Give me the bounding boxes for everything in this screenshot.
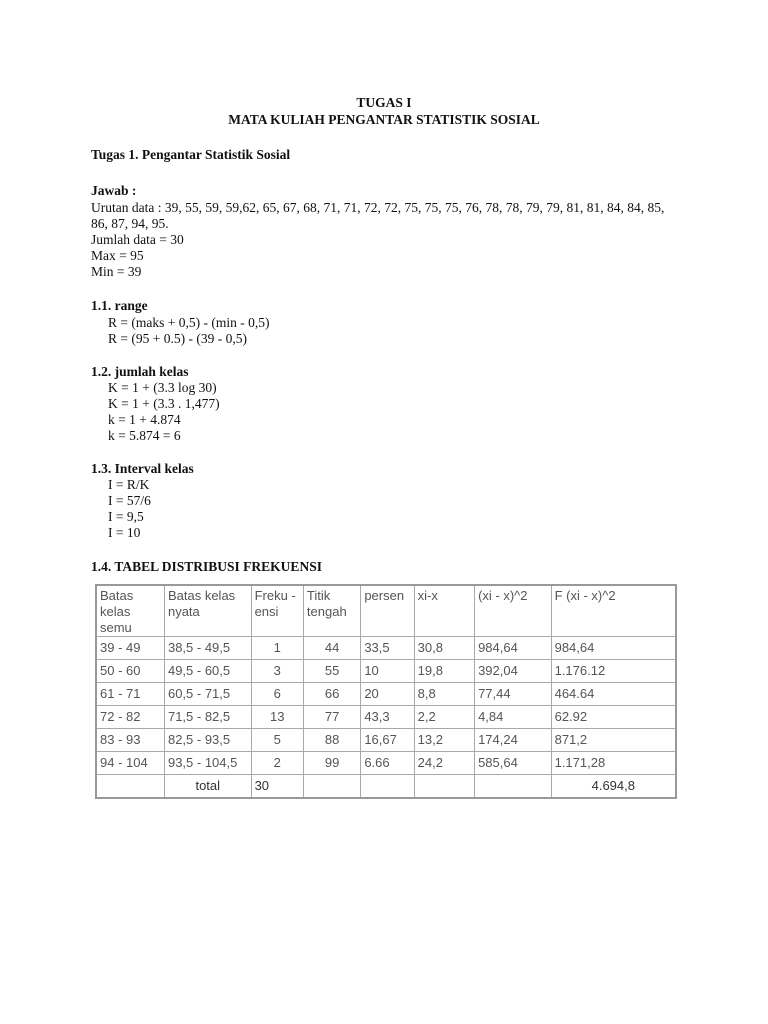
cell-persen: 16,67 bbox=[361, 729, 414, 752]
cell-semu: 94 - 104 bbox=[96, 752, 164, 775]
cell-empty bbox=[414, 775, 474, 799]
cell-dev-sq: 4,84 bbox=[475, 706, 552, 729]
cell-dev-sq: 392,04 bbox=[475, 660, 552, 683]
cell-mid: 55 bbox=[303, 660, 360, 683]
cell-freq: 3 bbox=[251, 660, 303, 683]
classes-line: k = 1 + 4.874 bbox=[108, 412, 181, 427]
cell-nyata: 38,5 - 49,5 bbox=[164, 637, 251, 660]
cell-empty bbox=[475, 775, 552, 799]
cell-f-dev-sq: 1.176.12 bbox=[551, 660, 676, 683]
cell-persen: 43,3 bbox=[361, 706, 414, 729]
table-row bbox=[96, 660, 676, 683]
total-value: 4.694,8 bbox=[551, 775, 676, 799]
cell-mid: 66 bbox=[303, 683, 360, 706]
interval-line: I = 9,5 bbox=[108, 509, 144, 524]
cell-semu: 61 - 71 bbox=[96, 683, 164, 706]
cell-nyata: 71,5 - 82,5 bbox=[164, 706, 251, 729]
cell-persen: 6.66 bbox=[361, 752, 414, 775]
cell-semu: 83 - 93 bbox=[96, 729, 164, 752]
total-label: total bbox=[164, 775, 251, 799]
cell-f-dev-sq: 62.92 bbox=[551, 706, 676, 729]
header-batas-semu: Batas kelas semu bbox=[96, 585, 164, 637]
cell-nyata: 93,5 - 104,5 bbox=[164, 752, 251, 775]
table-row bbox=[96, 706, 676, 729]
data-max: Max = 95 bbox=[91, 248, 144, 263]
interval-line: I = 10 bbox=[108, 525, 141, 540]
cell-dev: 19,8 bbox=[414, 660, 474, 683]
table-row bbox=[96, 752, 676, 775]
cell-f-dev-sq: 984,64 bbox=[551, 637, 676, 660]
cell-freq: 13 bbox=[251, 706, 303, 729]
classes-heading: 1.2. jumlah kelas bbox=[91, 364, 189, 379]
cell-mid: 44 bbox=[303, 637, 360, 660]
cell-empty bbox=[361, 775, 414, 799]
table-row bbox=[96, 729, 676, 752]
interval-line: I = 57/6 bbox=[108, 493, 151, 508]
frequency-table bbox=[95, 584, 677, 799]
cell-freq: 2 bbox=[251, 752, 303, 775]
doc-subtitle: MATA KULIAH PENGANTAR STATISTIK SOSIAL bbox=[228, 112, 540, 127]
answer-label: Jawab : bbox=[91, 183, 137, 198]
cell-empty bbox=[96, 775, 164, 799]
interval-line: I = R/K bbox=[108, 477, 150, 492]
task-heading: Tugas 1. Pengantar Statistik Sosial bbox=[91, 147, 291, 162]
data-order-line-1: Urutan data : 39, 55, 59, 59,62, 65, 67, 68, 71, 71, 72, 72, 75, 75, 75, 76, 78, 78, 79, 79, 81, 81, 84, 84, 85, bbox=[91, 200, 665, 215]
interval-heading: 1.3. Interval kelas bbox=[91, 461, 194, 476]
cell-dev-sq: 174,24 bbox=[475, 729, 552, 752]
header-persen: persen bbox=[361, 585, 414, 637]
cell-dev: 13,2 bbox=[414, 729, 474, 752]
cell-dev-sq: 984,64 bbox=[475, 637, 552, 660]
data-order-line-2: 86, 87, 94, 95. bbox=[91, 216, 169, 231]
cell-dev: 2,2 bbox=[414, 706, 474, 729]
cell-f-dev-sq: 871,2 bbox=[551, 729, 676, 752]
header-titik-tengah: Titik tengah bbox=[303, 585, 360, 637]
header-xi-x-squared: (xi - x)^2 bbox=[475, 585, 552, 637]
data-count: Jumlah data = 30 bbox=[91, 232, 184, 247]
cell-semu: 50 - 60 bbox=[96, 660, 164, 683]
table-header-row bbox=[96, 585, 676, 637]
cell-empty bbox=[303, 775, 360, 799]
cell-dev: 30,8 bbox=[414, 637, 474, 660]
cell-freq: 5 bbox=[251, 729, 303, 752]
header-f-xi-x-squared: F (xi - x)^2 bbox=[551, 585, 676, 637]
total-frequency: 30 bbox=[251, 775, 303, 799]
classes-line: K = 1 + (3.3 . 1,477) bbox=[108, 396, 220, 411]
total-row bbox=[96, 775, 676, 799]
cell-freq: 6 bbox=[251, 683, 303, 706]
cell-semu: 39 - 49 bbox=[96, 637, 164, 660]
data-min: Min = 39 bbox=[91, 264, 142, 279]
cell-mid: 77 bbox=[303, 706, 360, 729]
cell-dev: 24,2 bbox=[414, 752, 474, 775]
cell-dev-sq: 585,64 bbox=[475, 752, 552, 775]
classes-line: k = 5.874 = 6 bbox=[108, 428, 181, 443]
cell-f-dev-sq: 1.171,28 bbox=[551, 752, 676, 775]
cell-dev-sq: 77,44 bbox=[475, 683, 552, 706]
cell-nyata: 60,5 - 71,5 bbox=[164, 683, 251, 706]
cell-mid: 99 bbox=[303, 752, 360, 775]
range-line: R = (95 + 0.5) - (39 - 0,5) bbox=[108, 331, 247, 346]
header-frekuensi: Freku -ensi bbox=[251, 585, 303, 637]
range-heading: 1.1. range bbox=[91, 298, 148, 313]
cell-persen: 10 bbox=[361, 660, 414, 683]
classes-line: K = 1 + (3.3 log 30) bbox=[108, 380, 217, 395]
cell-mid: 88 bbox=[303, 729, 360, 752]
table-heading: 1.4. TABEL DISTRIBUSI FREKUENSI bbox=[91, 559, 322, 574]
range-line: R = (maks + 0,5) - (min - 0,5) bbox=[108, 315, 270, 330]
doc-title: TUGAS I bbox=[356, 95, 412, 110]
table-row bbox=[96, 637, 676, 660]
cell-persen: 33,5 bbox=[361, 637, 414, 660]
cell-nyata: 49,5 - 60,5 bbox=[164, 660, 251, 683]
header-batas-nyata: Batas kelas nyata bbox=[164, 585, 251, 637]
cell-freq: 1 bbox=[251, 637, 303, 660]
header-xi-x: xi-x bbox=[414, 585, 474, 637]
cell-f-dev-sq: 464.64 bbox=[551, 683, 676, 706]
cell-persen: 20 bbox=[361, 683, 414, 706]
cell-semu: 72 - 82 bbox=[96, 706, 164, 729]
table-row bbox=[96, 683, 676, 706]
cell-nyata: 82,5 - 93,5 bbox=[164, 729, 251, 752]
cell-dev: 8,8 bbox=[414, 683, 474, 706]
